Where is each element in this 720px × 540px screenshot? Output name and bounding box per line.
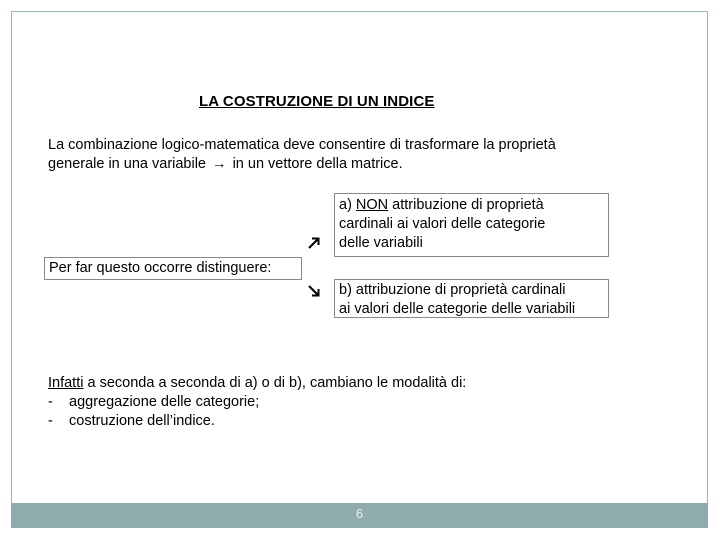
conclusion-keyword: Infatti bbox=[48, 375, 84, 391]
arrow-down-right-icon bbox=[307, 284, 321, 298]
intro-line-1: La combinazione logico-matematica deve consentire di trasformare la proprietà bbox=[48, 137, 556, 153]
option-a-line-3: delle variabili bbox=[339, 235, 423, 251]
footer-bar bbox=[11, 503, 708, 528]
intro-line-2 bbox=[48, 155, 668, 174]
option-a-line-1 bbox=[339, 196, 604, 215]
option-a-box bbox=[334, 193, 609, 257]
option-a-line-2: cardinali ai valori delle categorie bbox=[339, 216, 546, 232]
option-a-line-1-rest: attribuzione di proprietà bbox=[388, 197, 544, 213]
conclusion-line bbox=[48, 374, 466, 393]
page-number: 6 bbox=[355, 506, 364, 521]
arrow-up-right-icon bbox=[307, 236, 321, 250]
list-bullet: - bbox=[48, 394, 53, 410]
list-bullet: - bbox=[48, 413, 53, 429]
conclusion-block bbox=[48, 374, 466, 431]
page-title: LA COSTRUZIONE DI UN INDICE bbox=[199, 93, 435, 110]
list-item-text: aggregazione delle categorie; bbox=[69, 394, 260, 410]
intro-line-2-after: in un vettore della matrice. bbox=[232, 156, 403, 172]
option-b-line-2: ai valori delle categorie delle variabili bbox=[339, 301, 576, 317]
right-arrow-icon: → bbox=[212, 156, 227, 172]
conclusion-rest: a seconda a seconda di a) o di b), cambiano le modalità di: bbox=[83, 375, 467, 391]
option-a-prefix: a) bbox=[339, 197, 356, 213]
intro-paragraph bbox=[48, 136, 668, 174]
list-item bbox=[48, 412, 466, 431]
option-b-line-1: b) attribuzione di proprietà cardinali bbox=[339, 282, 566, 298]
intro-line-2-before: generale in una variabile bbox=[48, 156, 206, 172]
list-item bbox=[48, 393, 466, 412]
option-a-negation: NON bbox=[355, 197, 389, 213]
option-b-box bbox=[334, 279, 609, 318]
list-item-text: costruzione dell’indice. bbox=[69, 413, 215, 429]
distinguish-box: Per far questo occorre distinguere: bbox=[44, 257, 302, 280]
